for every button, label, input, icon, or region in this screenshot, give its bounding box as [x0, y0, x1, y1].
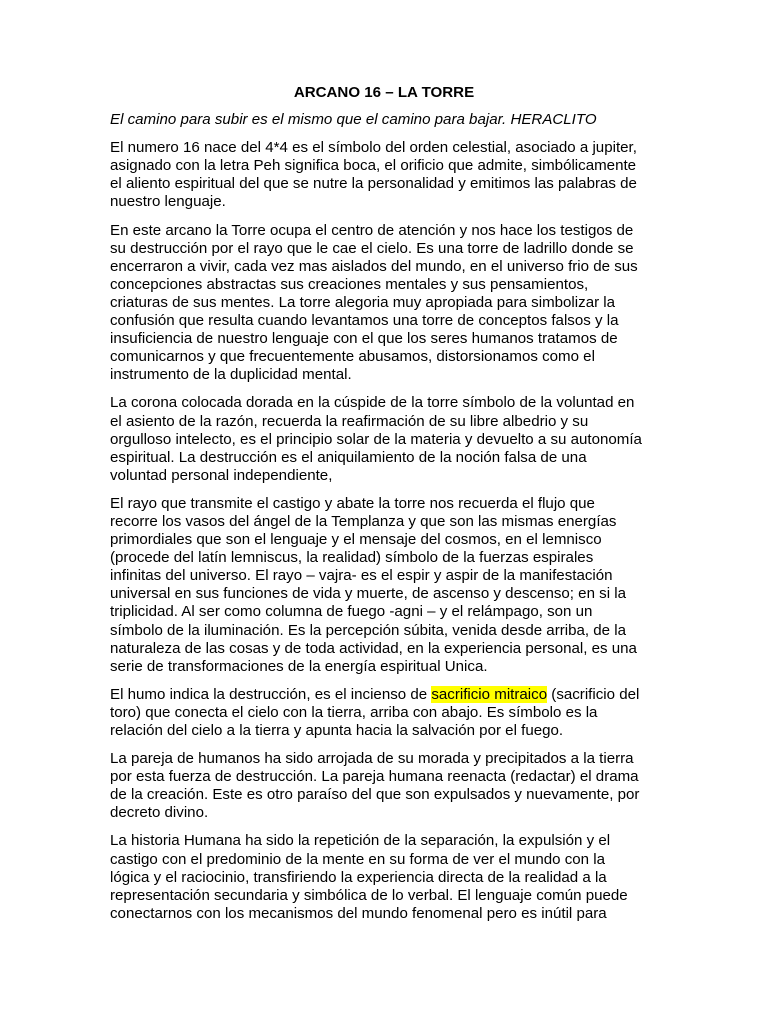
paragraph-line: nuestro lenguaje. — [110, 193, 226, 211]
paragraph-line: La pareja de humanos ha sido arrojada de su morada y precipitados a la tierra — [110, 750, 634, 768]
paragraph-line: de la creación. Este es otro paraíso del que son expulsados y nuevamente, por — [110, 786, 640, 804]
paragraph-line: espiritual. La destrucción es el aniquilamiento de la noción falsa de una — [110, 448, 587, 466]
paragraph-6 — [110, 750, 658, 822]
paragraph-line: orgulloso intelecto, es el principio solar de la materia y devuelto a su autonomía — [110, 430, 642, 448]
paragraph-line: serie de transformaciones de la energía espiritual Unica. — [110, 657, 488, 675]
paragraph-line: insuficiencia de nuestro lenguaje con el que los seres humanos tratamos de — [110, 330, 618, 348]
paragraph-line: El rayo que transmite el castigo y abate la torre nos recuerda el flujo que — [110, 494, 595, 512]
paragraph-line: primordiales que son el lenguaje y el mensaje del cosmos, en el lemnisco — [110, 531, 602, 549]
paragraph-line: naturaleza de las cosas y de toda actividad, en la experiencia personal, es una — [110, 639, 637, 657]
paragraph-line: La corona colocada dorada en la cúspide de la torre símbolo de la voluntad en — [110, 394, 635, 412]
paragraph-line: representación secundaria y simbólica de lo verbal. El lenguaje común puede — [110, 886, 628, 904]
paragraph-line: el asiento de la razón, recuerda la reafirmación de su libre albedrio y su — [110, 412, 589, 430]
line-text-before-highlight: El humo indica la destrucción, es el incienso de — [110, 685, 432, 703]
paragraph-line: confusión que resulta cuando levantamos una torre de conceptos falsos y la — [110, 312, 619, 330]
paragraph-2 — [110, 222, 658, 385]
page-title: ARCANO 16 – LA TORRE — [293, 84, 475, 101]
paragraph-line: En este arcano la Torre ocupa el centro de atención y nos hace los testigos de — [110, 221, 634, 239]
paragraph-5 — [110, 686, 658, 740]
paragraph-line: toro) que conecta el cielo con la tierra, arriba con abajo. Es símbolo es la — [110, 703, 598, 721]
paragraph-line: infinitas del universo. El rayo – vajra- es el espir y aspir de la manifestación — [110, 567, 613, 585]
paragraph-line: voluntad personal independiente, — [110, 466, 333, 484]
paragraph-line: relación del cielo a la tierra y apunta hacia la salvación por el fuego. — [110, 722, 564, 739]
line-text-after-highlight: (sacrificio del — [547, 685, 640, 703]
paragraph-line: encerraron a vivir, cada vez mas aislados del mundo, en el universo frio de sus — [110, 257, 638, 275]
paragraph-line: el aliento espiritual del que se nutre la personalidad y emitimos las palabras de — [110, 175, 637, 193]
paragraph-line: su destrucción por el rayo que le cae el cielo. Es una torre de ladrillo donde se — [110, 239, 634, 257]
paragraph-line: criaturas de sus mentes. La torre alegoria muy apropiada para simbolizar la — [110, 293, 616, 311]
paragraph-line: La historia Humana ha sido la repetición de la separación, la expulsión y el — [110, 832, 611, 850]
paragraph-line: castigo con el predominio de la mente en su forma de ver el mundo con la — [110, 850, 606, 868]
paragraph-line: recorre los vasos del ángel de la Templanza y que son las mismas energías — [110, 512, 617, 530]
paragraph-line: triplicidad. Al ser como columna de fuego -agni – y el relámpago, son un — [110, 603, 593, 621]
paragraph-line: concepciones abstractas sus creaciones mentales y sus pensamientos, — [110, 275, 589, 293]
paragraph-1 — [110, 139, 658, 211]
paragraph-line: decreto divino. — [110, 804, 209, 822]
paragraph-line — [110, 686, 658, 704]
paragraph-line: comunicarnos y que frecuentemente abusamos, distorsionamos como el — [110, 348, 595, 366]
paragraph-line: símbolo de la iluminación. Es la percepción súbita, venida desde arriba, de la — [110, 621, 627, 639]
paragraph-7 — [110, 832, 658, 922]
paragraph-line: lógica y el raciocinio, transfiriendo la experiencia directa de la realidad a la — [110, 868, 607, 886]
paragraph-line: conectarnos con los mecanismos del mundo fenomenal pero es inútil para — [110, 904, 607, 922]
paragraph-line: universal en sus funciones de vida y muerte, de ascenso y descenso; en si la — [110, 585, 626, 603]
paragraph-4 — [110, 495, 658, 676]
paragraph-line: asignado con la letra Peh significa boca, el orificio que admite, simbólicamente — [110, 157, 637, 175]
epigraph: El camino para subir es el mismo que el camino para bajar. HERACLITO — [110, 111, 597, 129]
paragraph-3 — [110, 394, 658, 484]
paragraph-line: El numero 16 nace del 4*4 es el símbolo del orden celestial, asociado a jupiter, — [110, 139, 637, 157]
document-body — [110, 84, 658, 933]
paragraph-line: instrumento de la duplicidad mental. — [110, 366, 352, 384]
highlighted-text: sacrificio mitraico — [431, 685, 548, 703]
paragraph-line: por esta fuerza de destrucción. La pareja humana reenacta (redactar) el drama — [110, 768, 639, 786]
paragraph-line: (procede del latín lemniscus, la realidad) símbolo de la fuerzas espirales — [110, 549, 594, 567]
